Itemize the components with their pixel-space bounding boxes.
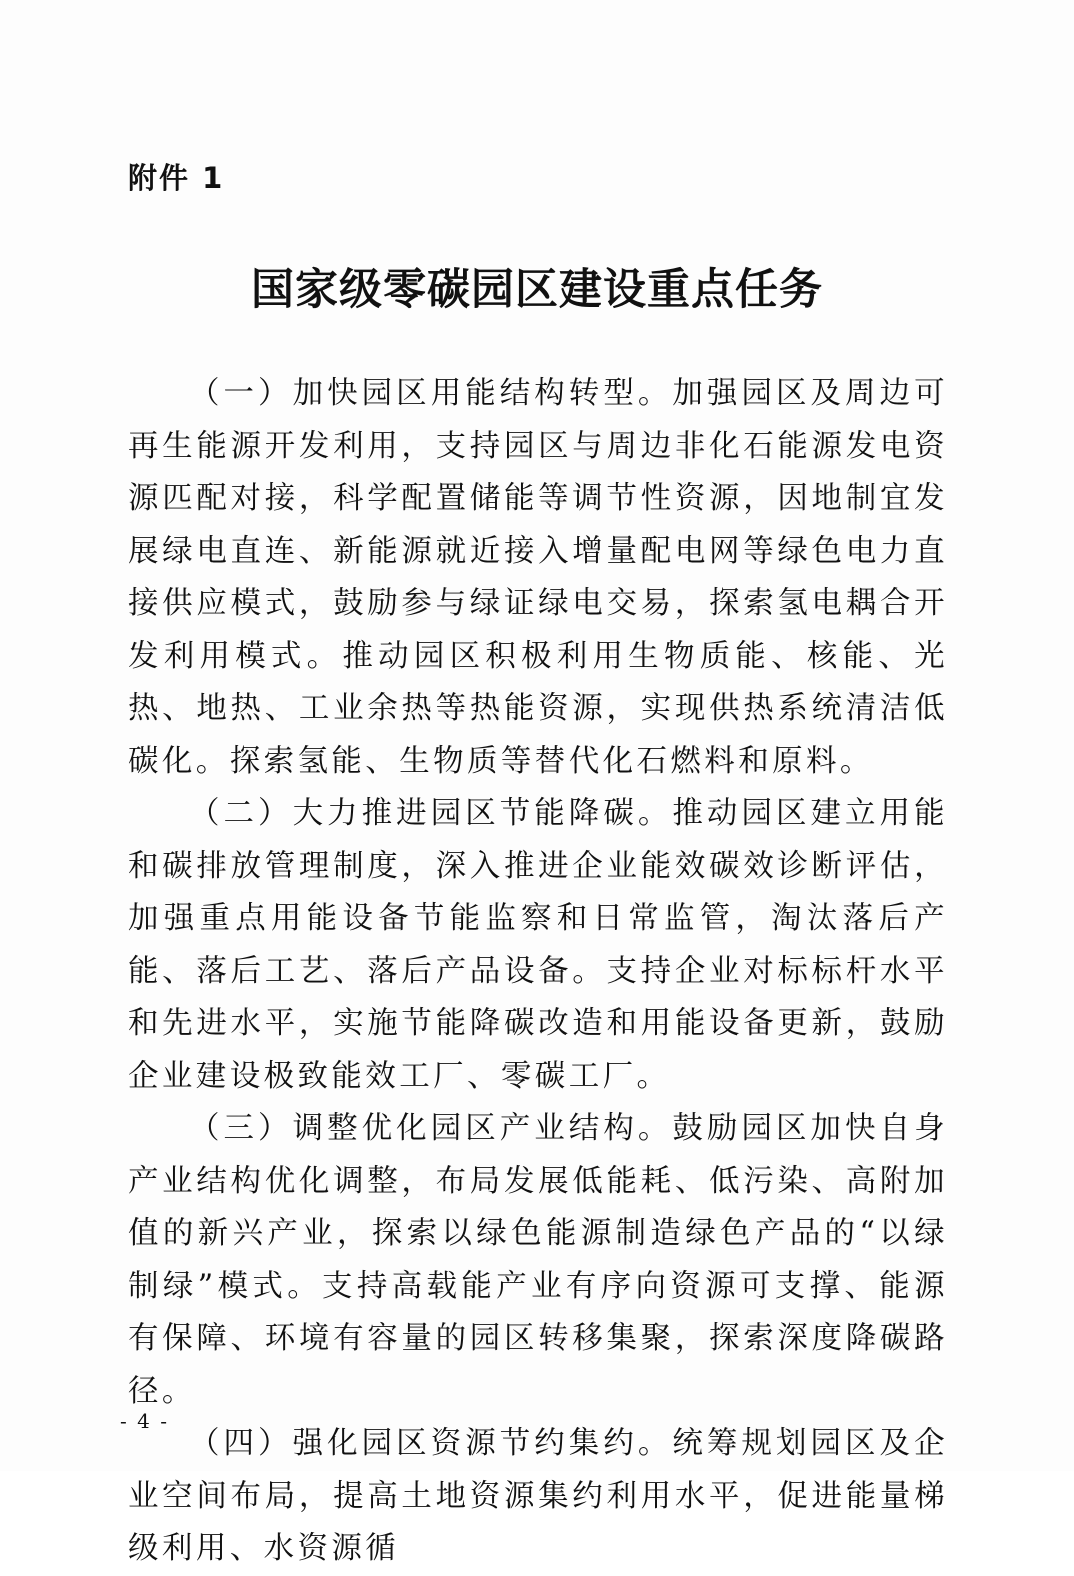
paragraph-4: （四）强化园区资源节约集约。统筹规划园区及企业空间布局，提高土地资源集约利用水平，促进能量梯级利用、水资源循 bbox=[128, 1426, 948, 1566]
paragraph-2: （二）大力推进园区节能降碳。推动园区建立用能和碳排放管理制度，深入推进企业能效碳效诊断评估，加强重点用能设备节能监察和日常监管，淘汰落后产能、落后工艺、落后产品设备。支持企业对标标杆水平和先进水平，实施节能降碳改造和用能设备更新，鼓励企业建设极致能效工厂、零碳工厂。 bbox=[128, 796, 948, 1094]
paragraph-1: （一）加快园区用能结构转型。加强园区及周边可再生能源开发利用，支持园区与周边非化石能源发电资源匹配对接，科学配置储能等调节性资源，因地制宜发展绿电直连、新能源就近接入增量配电网等绿色电力直接供应模式，鼓励参与绿证绿电交易，探索氢电耦合开发利用模式。推动园区积极利用生物质能、核能、光热、地热、工业余热等热能资源，实现供热系统清洁低碳化。探索氢能、生物质等替代化石燃料和原料。 bbox=[128, 376, 948, 779]
paragraph-3: （三）调整优化园区产业结构。鼓励园区加快自身产业结构优化调整，布局发展低能耗、低污染、高附加值的新兴产业，探索以绿色能源制造绿色产品的“以绿制绿”模式。支持高载能产业有序向资源可支撑、能源有保障、环境有容量的园区转移集聚，探索深度降碳路径。 bbox=[128, 1111, 948, 1409]
document-title: 国家级零碳园区建设重点任务 bbox=[251, 265, 823, 315]
page-number: - 4 - bbox=[120, 1409, 169, 1433]
document-body bbox=[128, 368, 948, 1576]
attachment-label: 附件 1 bbox=[128, 161, 225, 195]
